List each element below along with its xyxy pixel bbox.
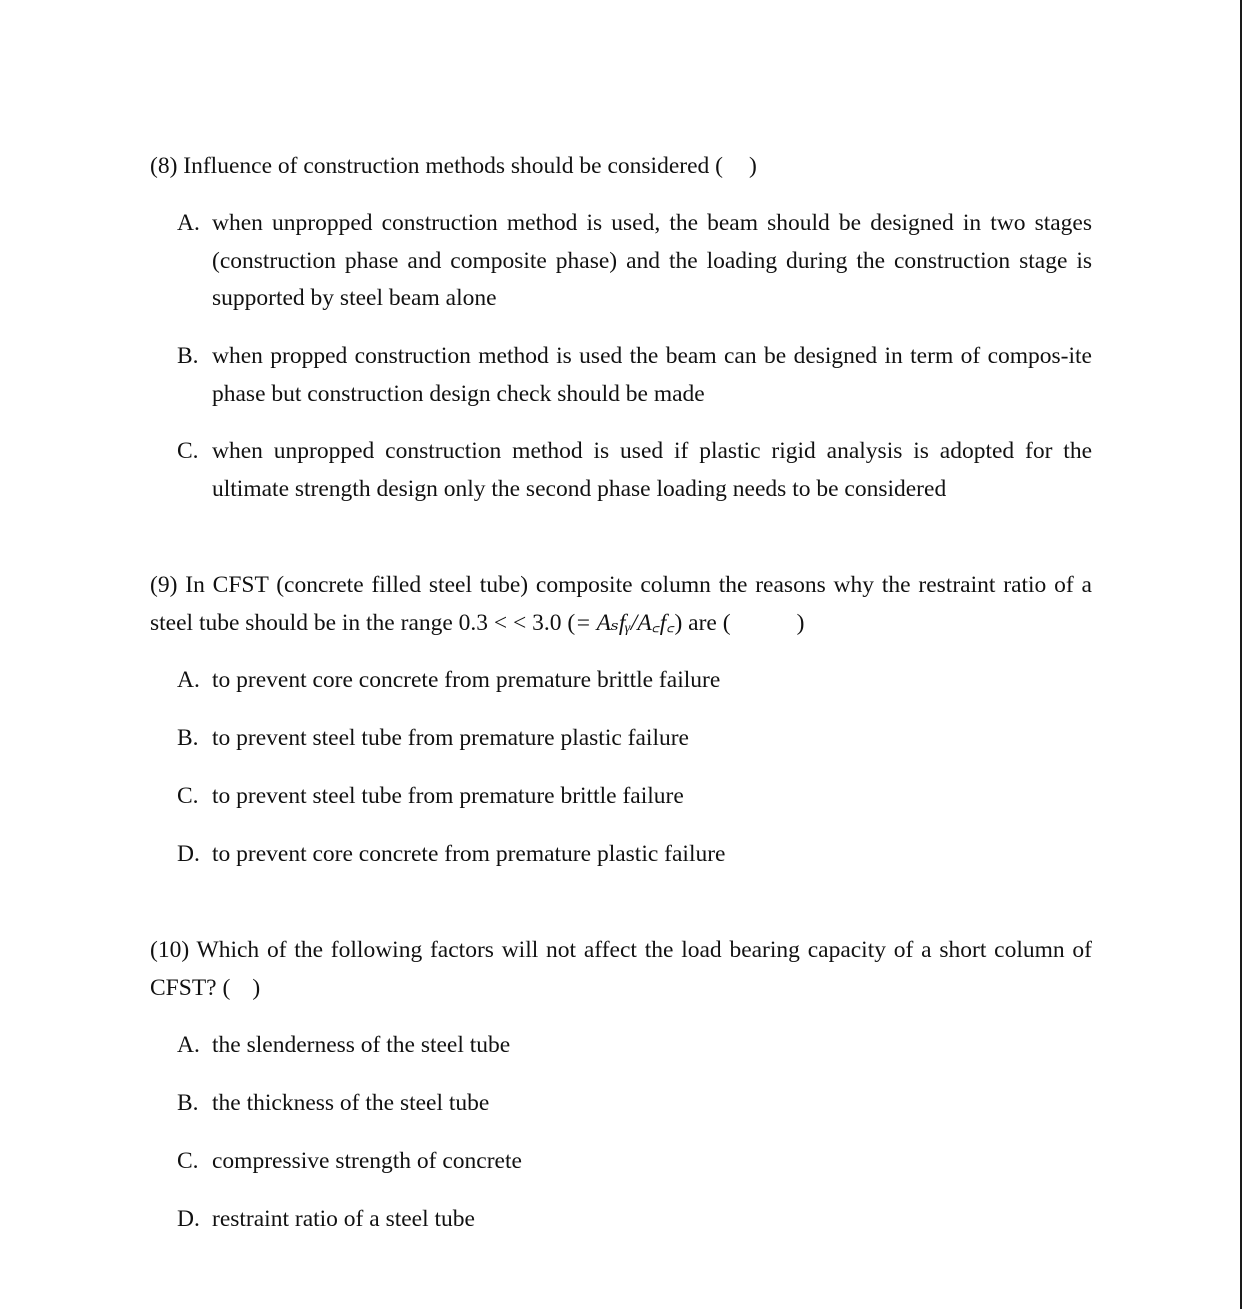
option-letter: D. <box>177 1206 200 1232</box>
question-8-stem-close: ) <box>748 153 757 179</box>
question-9-option-c <box>177 778 1092 816</box>
question-10-stem <box>150 931 1092 1007</box>
option-text: to prevent core concrete from premature brittle failure <box>212 667 721 693</box>
option-letter: C. <box>177 783 199 809</box>
option-text: when propped construction method is used the beam can be designed in term of compos-ite phase but construction design check should be made <box>212 343 1092 407</box>
option-letter: A. <box>177 667 200 693</box>
question-9-stem-suffix: ) are ( <box>674 610 731 636</box>
question-9-stem-text: (9) In CFST (concrete filled steel tube) composite column the reasons why the restraint ratio of a steel tube should be in the range 0.3 < < 3.0 ( <box>150 572 1092 636</box>
question-10-option-b <box>177 1085 1092 1123</box>
option-text: the thickness of the steel tube <box>212 1090 490 1116</box>
question-8-option-b <box>177 338 1092 413</box>
option-letter: A. <box>177 1032 200 1058</box>
option-letter: A. <box>177 210 200 236</box>
option-text: compressive strength of concrete <box>212 1148 522 1174</box>
question-9-option-b <box>177 720 1092 758</box>
question-9-stem-close: ) <box>796 610 805 636</box>
option-letter: C. <box>177 1148 199 1174</box>
option-letter: D. <box>177 841 200 867</box>
restraint-ratio-formula: = Aₛfᵧ/A꜀f꜀ <box>575 610 675 636</box>
option-text: to prevent steel tube from premature plastic failure <box>212 725 689 751</box>
option-letter: B. <box>177 1090 199 1116</box>
question-10-stem-close: ) <box>252 975 261 1001</box>
question-8-option-c <box>177 433 1092 508</box>
question-10-stem-text: (10) Which of the following factors will not affect the load bearing capacity of a short column of CFST? ( <box>150 937 1092 1001</box>
question-8-stem-text: (8) Influence of construction methods should be considered ( <box>150 153 723 179</box>
question-8-option-a <box>177 205 1092 318</box>
question-10-option-a <box>177 1027 1092 1065</box>
option-text: the slenderness of the steel tube <box>212 1032 511 1058</box>
option-text: when unpropped construction method is used if plastic rigid analysis is adopted for the ultimate strength design only the second phase loading needs to be considered <box>212 438 1092 502</box>
option-text: restraint ratio of a steel tube <box>212 1206 475 1232</box>
option-letter: B. <box>177 725 199 751</box>
option-text: when unpropped construction method is used, the beam should be designed in two stages (construction phase and composite phase) and the loading during the construction stage is supported by steel beam alone <box>212 210 1092 311</box>
option-text: to prevent core concrete from premature plastic failure <box>212 841 726 867</box>
question-9-stem <box>150 566 1092 642</box>
option-letter: C. <box>177 438 199 464</box>
question-10-option-c <box>177 1143 1092 1181</box>
question-8-stem <box>150 147 1092 185</box>
question-9-option-d <box>177 836 1092 874</box>
question-9-option-a <box>177 662 1092 700</box>
option-letter: B. <box>177 343 199 369</box>
option-text: to prevent steel tube from premature brittle failure <box>212 783 684 809</box>
question-10-option-d <box>177 1201 1092 1239</box>
